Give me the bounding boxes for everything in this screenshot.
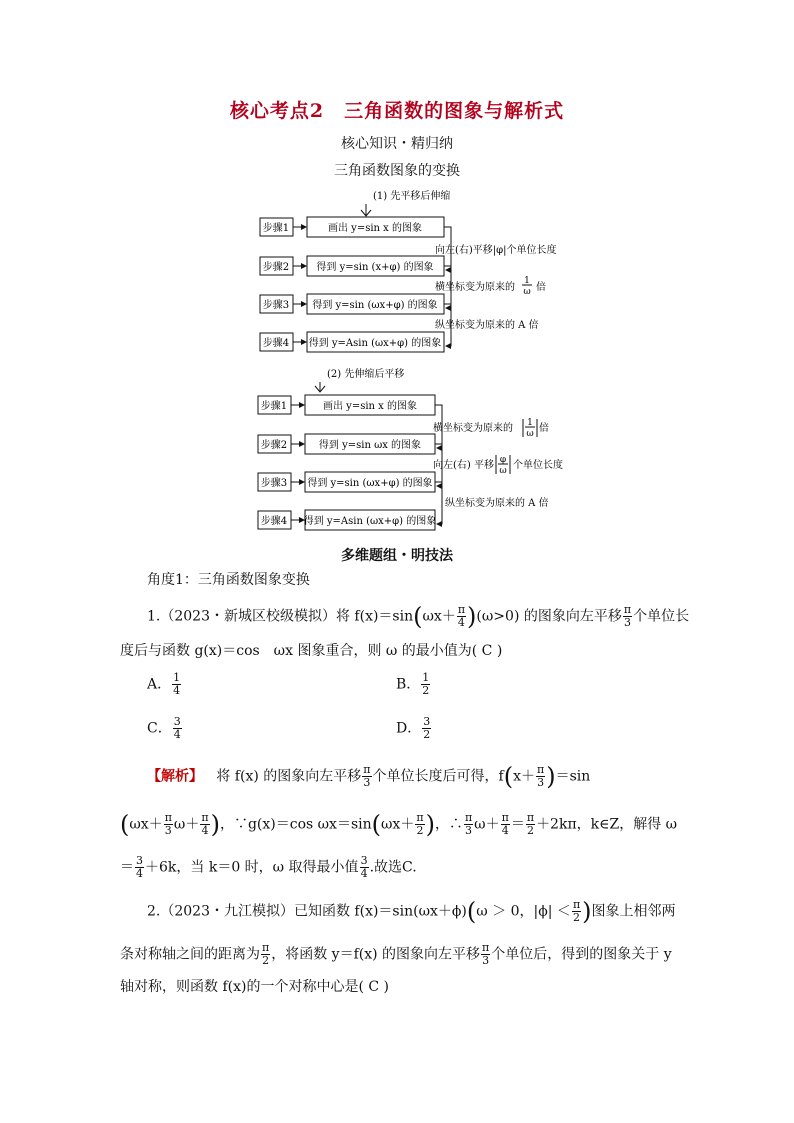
svg-text:1: 1 (527, 418, 533, 428)
analysis-line-2: (ωx＋ $\frac{\pi}{3}$ ω＋ $\frac{\pi}{4}$ )，∵g(x)＝cos ωx＝sin(ωx＋ $\frac{\pi}{2}$ )，∴ $\frac{\pi}{3}$ ω＋ $\frac{\pi}{4}$ ＝ $\frac{\pi}{2}$ ＋2kπ，k∈Z，解得 ω (120, 810, 678, 839)
svg-text:画出 y=sin x 的图象: 画出 y=sin x 的图象 (323, 401, 417, 412)
analysis-line-3: ＝ $\frac{3}{4}$ ＋6k，当 k＝0 时，ω 取得最小值 $\frac{3}{4}$ .故选C. (120, 854, 417, 880)
svg-text:得到 y=Asin (ωx+φ) 的图象: 得到 y=Asin (ωx+φ) 的图象 (308, 338, 442, 349)
flow2-step-3 (258, 472, 435, 492)
flow2-heading: (2) 先伸缩后平移 (327, 369, 405, 380)
option-a: A． $\frac{1}{4}$ (147, 671, 181, 697)
section-heading-2: 多维题组・明技法 (341, 548, 453, 564)
svg-text:ω: ω (499, 466, 507, 476)
flowchart-stretch-first (255, 364, 575, 536)
flow1-heading: (1) 先平移后伸缩 (373, 191, 451, 202)
option-d: D． $\frac{3}{2}$ (396, 715, 431, 741)
svg-text:倍: 倍 (536, 282, 546, 293)
question-2-line-1: 2.（2023・九江模拟）已知函数 f(x)＝sin(ωx＋ϕ)(ω ＞ 0，|ϕ| ＜ $\frac{\pi}{2}$ )图象上相邻两 (147, 897, 676, 926)
flowchart-translate-first (255, 186, 575, 356)
flow1-step-1 (260, 217, 444, 237)
question-1-line-2: 度后与函数 g(x)＝cos ωx 图象重合，则 ω 的最小值为( C ) (120, 643, 503, 659)
flow1-step-3 (260, 294, 444, 314)
flow2-arrow-1-label: 横坐标变为原来的 (433, 423, 513, 434)
analysis-line-1: 【解析】 将 f(x) 的图象向左平移 $\frac{\pi}{3}$ 个单位长度后可得，f(x＋ $\frac{\pi}{3}$ )＝sin (147, 762, 591, 791)
svg-text:步骤4: 步骤4 (262, 338, 290, 349)
flow1-step-4 (260, 332, 444, 352)
flow2-step-4 (258, 510, 436, 530)
svg-text:画出 y=sin x 的图象: 画出 y=sin x 的图象 (328, 223, 422, 234)
question-2-line-3: 轴对称，则函数 f(x)的一个对称中心是( C ) (120, 979, 389, 995)
svg-text:步骤1: 步骤1 (262, 223, 290, 234)
svg-text:得到 y=sin (ωx+φ) 的图象: 得到 y=sin (ωx+φ) 的图象 (307, 478, 433, 489)
question-2-line-2: 条对称轴之间的距离为 $\frac{\pi}{2}$ ，将函数 y＝f(x) 的图象向左平移 $\frac{\pi}{3}$ 个单位后，得到的图象关于 y (120, 941, 672, 967)
svg-text:倍: 倍 (539, 423, 549, 434)
section-heading: 三角函数图象的变换 (334, 163, 460, 179)
flow1-arrow-3-label: 纵坐标变为原来的 A 倍 (435, 320, 539, 331)
flow2-step-1 (258, 395, 435, 415)
svg-text:φ: φ (499, 455, 507, 465)
svg-text:步骤4: 步骤4 (260, 516, 288, 527)
question-1-line-1: 1.（2023・新城区校级模拟）将 f(x)＝sin(ωx＋ $\frac{\pi}{4}$ )(ω>0) 的图象向左平移 $\frac{\pi}{3}$ 个单位长 (147, 602, 690, 631)
svg-text:步骤3: 步骤3 (262, 300, 290, 311)
svg-text:得到 y=sin (x+φ) 的图象: 得到 y=sin (x+φ) 的图象 (316, 262, 434, 273)
flow2-arrow-2-label: 向左(右) 平移 (433, 460, 494, 471)
svg-text:1: 1 (524, 276, 530, 286)
analysis-tag: 【解析】 (147, 768, 203, 785)
svg-text:步骤3: 步骤3 (260, 478, 288, 489)
svg-text:得到 y=Asin (ωx+φ) 的图象: 得到 y=Asin (ωx+φ) 的图象 (303, 516, 437, 527)
angle-heading: 角度1：三角函数图象变换 (147, 572, 310, 588)
flow2-arrow-3-label: 纵坐标变为原来的 A 倍 (445, 498, 549, 509)
svg-text:得到 y=sin (ωx+φ) 的图象: 得到 y=sin (ωx+φ) 的图象 (312, 300, 438, 311)
svg-text:步骤2: 步骤2 (262, 262, 290, 273)
svg-text:ω: ω (523, 287, 531, 297)
svg-text:个单位长度: 个单位长度 (513, 460, 563, 471)
svg-text:步骤2: 步骤2 (260, 440, 288, 451)
option-b: B． $\frac{1}{2}$ (396, 671, 430, 697)
subtitle: 核心知识・精归纳 (341, 136, 453, 152)
flow1-arrow-2-label: 横坐标变为原来的 (435, 282, 515, 293)
svg-text:步骤1: 步骤1 (260, 401, 288, 412)
svg-text:ω: ω (526, 429, 534, 439)
flow1-arrow-1-label: 向左(右)平移|φ|个单位长度 (435, 245, 557, 256)
page-title: 核心考点2 三角函数的图象与解析式 (229, 100, 565, 122)
svg-text:得到 y=sin ωx 的图象: 得到 y=sin ωx 的图象 (318, 440, 422, 451)
option-c: C． $\frac{3}{4}$ (147, 715, 181, 741)
flow2-step-2 (258, 434, 435, 454)
flow1-step-2 (260, 256, 444, 276)
